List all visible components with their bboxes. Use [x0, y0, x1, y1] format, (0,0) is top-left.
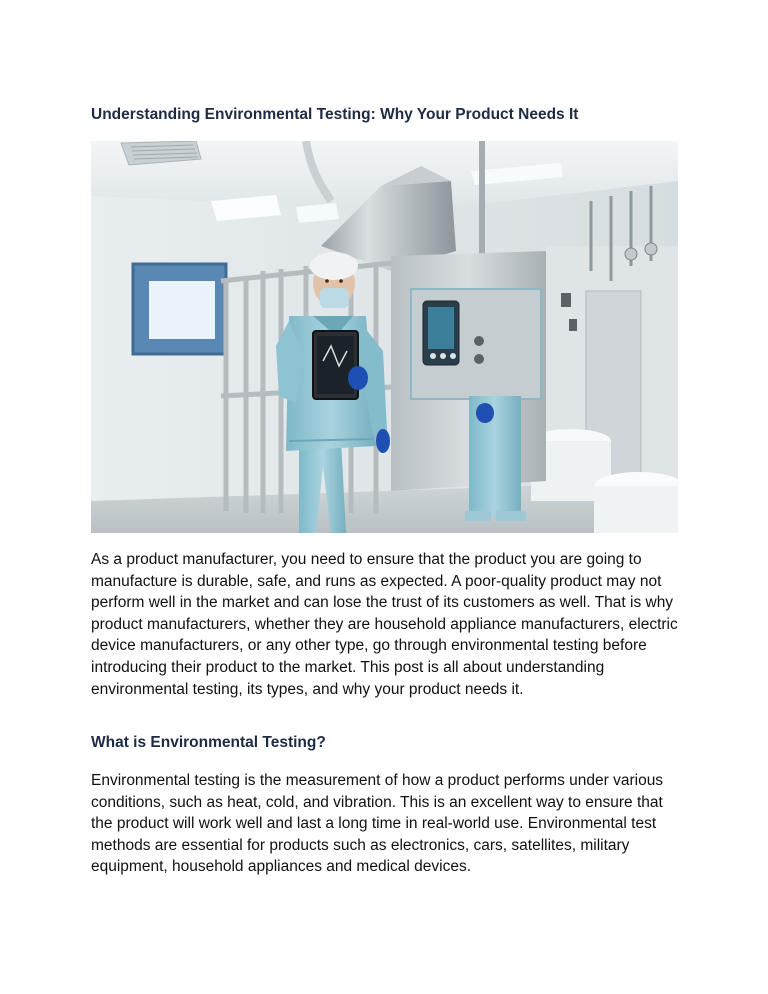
intro-paragraph: As a product manufacturer, you need to ensure that the product you are going to manufacture is durable, safe, and runs as expected. A poor-quality product may not perform well in the market and can lose the trust of its customers as well. That is why product manufacturers, whether they are household appliance manufacturers, electric device manufacturers, or any other type, go through environmental testing before introducing their product to the market. This post is all about understanding environmental testing, its types, and why your product needs it.: [91, 551, 678, 698]
hero-photo-cleanroom-lab: [91, 141, 678, 533]
section-heading: What is Environmental Testing?: [91, 734, 326, 751]
section-paragraph: Environmental testing is the measurement of how a product performs under various conditions, such as heat, cold, and vibration. This is an excellent way to ensure that the product will work well and last a long time in real-world use. Environmental test methods are essential for products such as electronics, cars, satellites, military equipment, household appliances and medical devices.: [91, 772, 664, 876]
article-title: Understanding Environmental Testing: Why Your Product Needs It: [91, 106, 579, 123]
